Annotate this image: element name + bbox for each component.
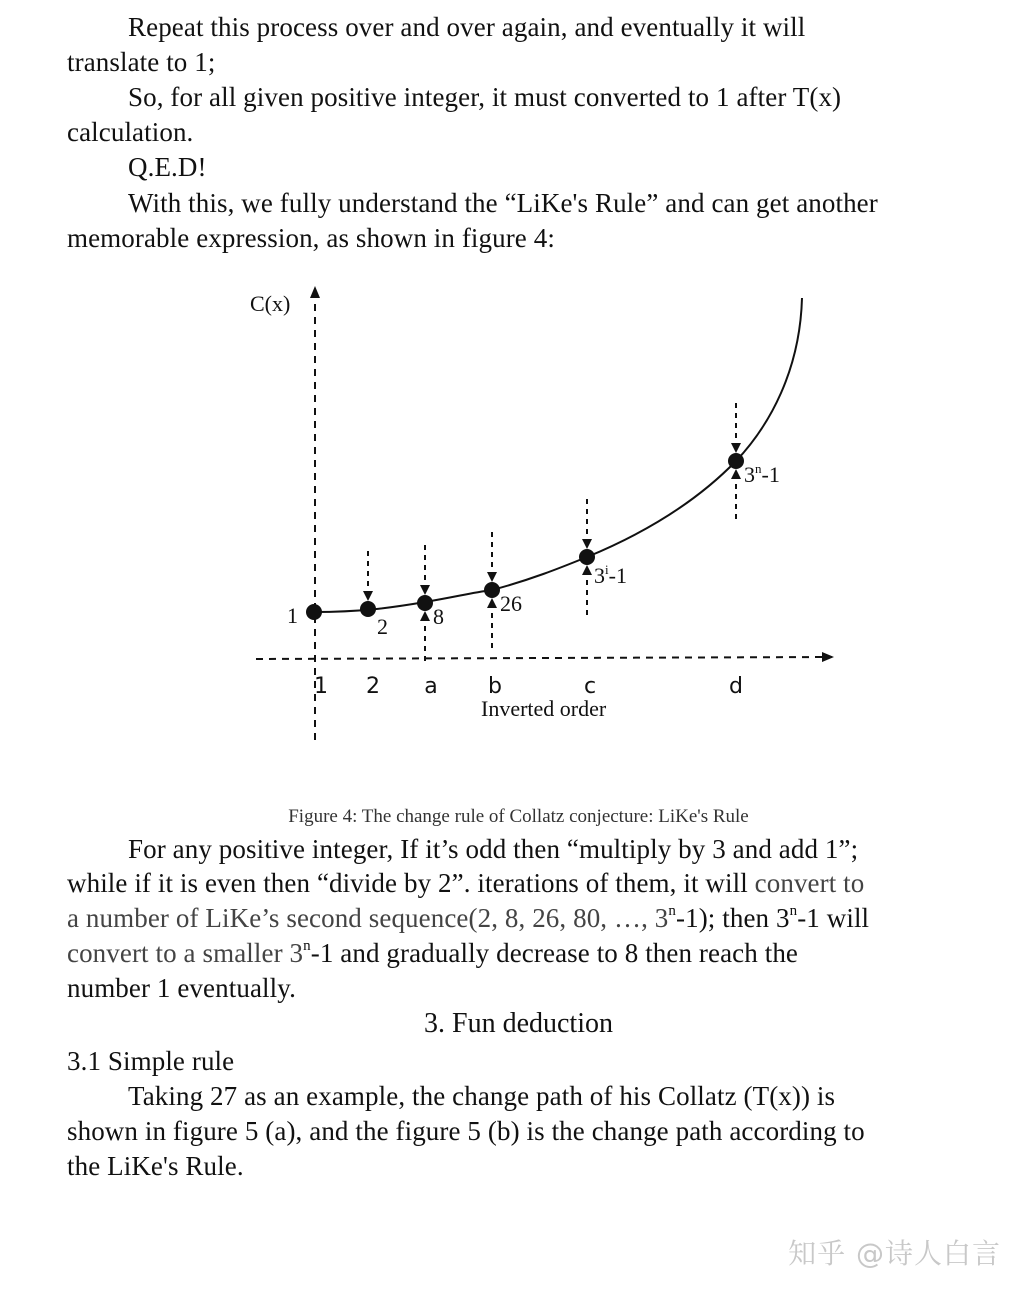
paragraph-line: Repeat this process over and over again, and eventually it will [128,12,806,42]
paragraph-line: Taking 27 as an example, the change path of his Collatz (T(x)) is [128,1081,836,1111]
point-label: 3$^n$-1 [744,461,780,487]
point-label: 26 [500,591,522,616]
paragraph-line: shown in figure 5 (a), and the figure 5 (b) is the change path according to [67,1116,865,1146]
text-span: convert to a smaller 3 [67,938,304,968]
x-tick-label: c [583,674,597,699]
x-tick-label: d [729,674,743,699]
figure-caption: Figure 4: The change rule of Collatz conjecture: LiKe's Rule [288,806,749,827]
subsection-title: 3.1 Simple rule [67,1046,235,1076]
superscript: n [668,903,677,919]
data-point [417,595,433,611]
paragraph-line: memorable expression, as shown in figure 4: [67,223,555,253]
text-span: while if it is even then “divide by 2”. iterations of them, it will [67,868,755,898]
paragraph-line [67,936,798,971]
superscript: n [303,938,311,954]
section-title: 3. Fun deduction [424,1008,613,1039]
watermark: 知乎 @诗人白言 [788,1237,1001,1270]
paragraph-line [67,901,869,936]
x-tick-label: 1 [314,674,328,699]
x-tick-label: b [488,674,502,699]
points-layer [287,403,780,661]
x-axis-label: Inverted order [481,696,607,721]
paragraph-line: So, for all given positive integer, it must converted to 1 after T(x) [128,82,842,112]
data-point [728,453,744,469]
text-span: -1 will [797,903,870,933]
paragraph-line: For any positive integer, If it’s odd then “multiply by 3 and add 1”; [128,834,859,864]
x-tick-label: 2 [366,674,380,699]
x-tick-label: a [424,674,438,699]
paragraph-line: calculation. [67,117,194,147]
x-axis [256,657,832,659]
point-label: 2 [377,614,388,639]
paragraph-line: With this, we fully understand the “LiKe's Rule” and can get another [128,188,878,218]
text-span: -1); then 3 [676,903,790,933]
point-label: 1 [287,603,298,628]
text-span: a number of LiKe’s second sequence(2, 8, 26, 80, …, 3 [67,903,669,933]
point-label: 3$^i$-1 [594,562,627,588]
superscript: n [789,903,798,919]
qed-text: Q.E.D! [128,152,207,182]
y-axis-label: C(x) [250,291,291,316]
data-point [579,549,595,565]
text-span: convert to [754,868,865,898]
paragraph-line: number 1 eventually. [67,973,296,1003]
text-span: -1 and gradually decrease to 8 then reach the [310,938,799,968]
paragraph-line: the LiKe's Rule. [67,1151,244,1181]
data-point [306,604,322,620]
paragraph-line: translate to 1; [67,47,216,77]
data-point [484,582,500,598]
point-label: 8 [433,604,444,629]
paragraph-line [67,866,864,901]
data-point [360,601,376,617]
growth-curve [314,298,802,612]
